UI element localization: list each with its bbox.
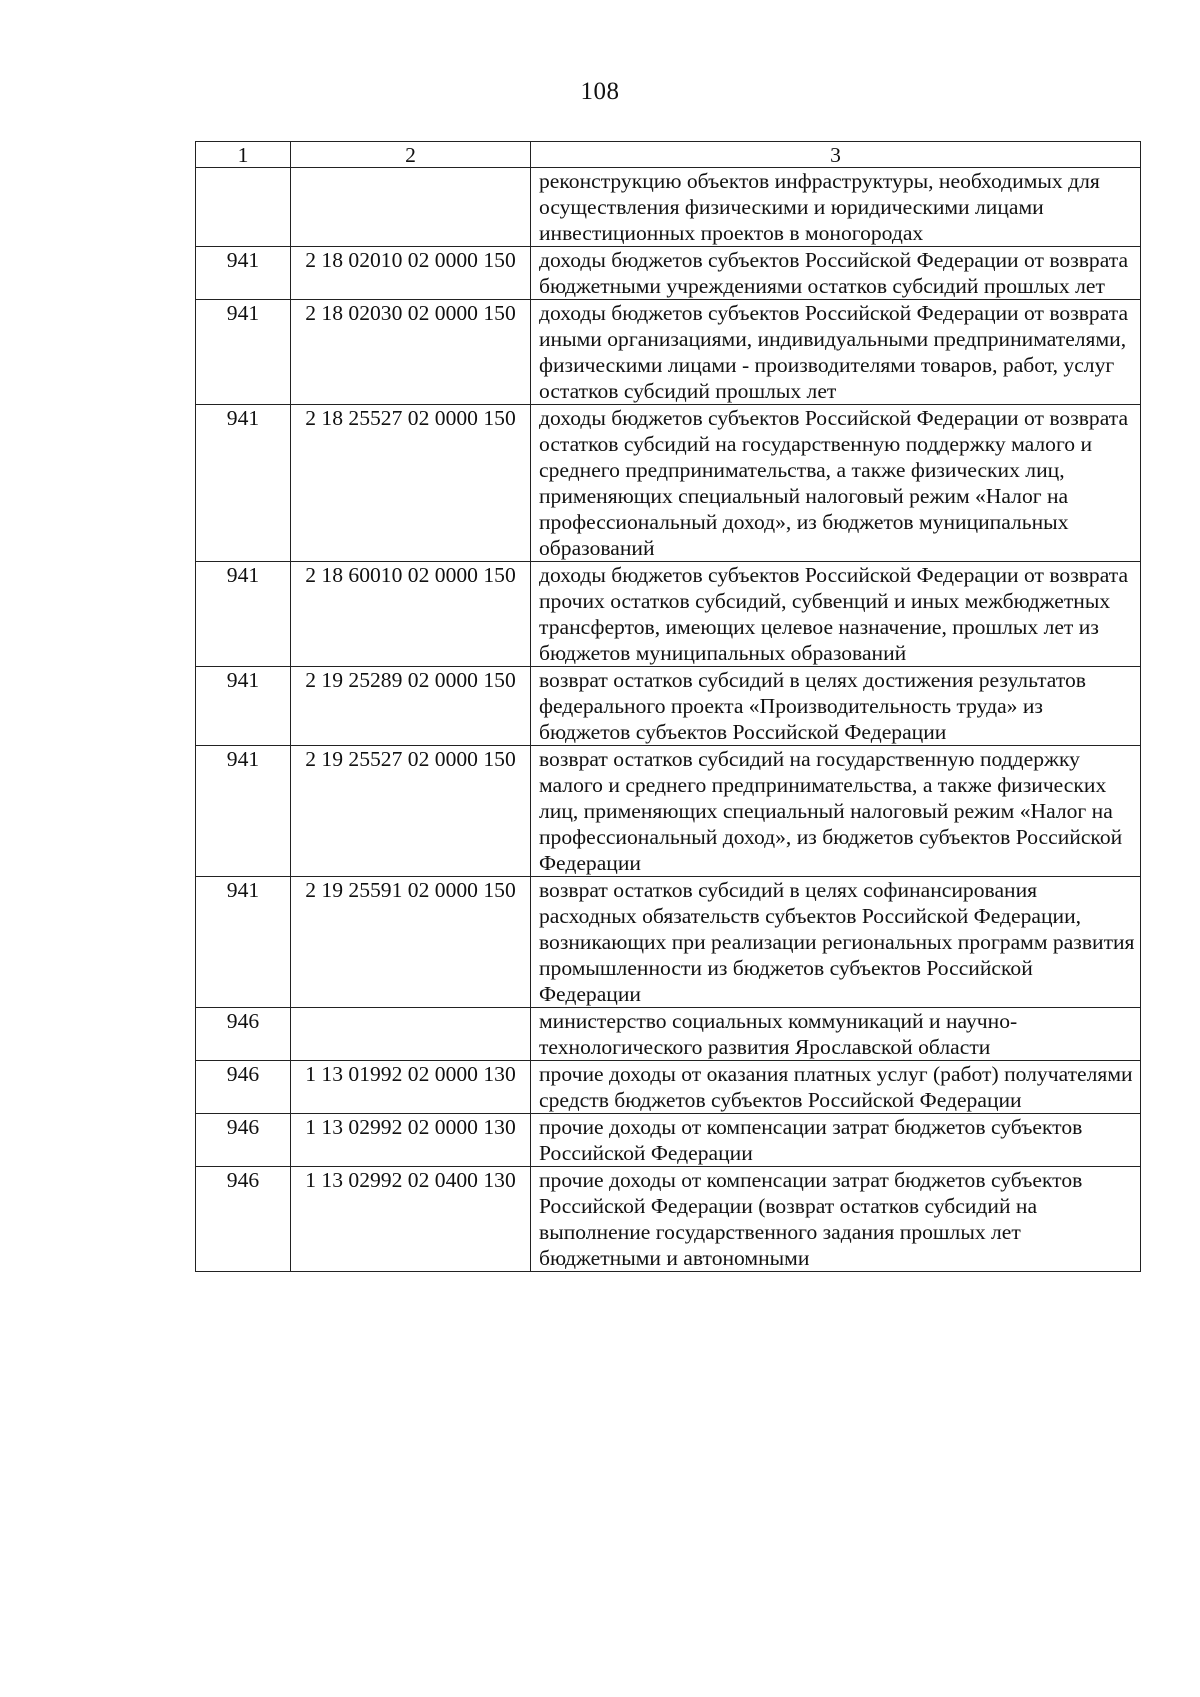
admin-code-cell: 946 xyxy=(196,1061,291,1114)
table-row xyxy=(196,300,1141,405)
table-row xyxy=(196,1061,1141,1114)
budget-code-cell xyxy=(291,168,531,247)
admin-code-cell: 941 xyxy=(196,667,291,746)
table-row xyxy=(196,1167,1141,1272)
header-col-1: 1 xyxy=(196,142,291,168)
description-cell: прочие доходы от оказания платных услуг (работ) получателями средств бюджетов субъектов Российской Федерации xyxy=(531,1061,1141,1114)
admin-code-cell: 941 xyxy=(196,877,291,1008)
page-number: 108 xyxy=(580,78,620,105)
admin-code-cell: 941 xyxy=(196,247,291,300)
description-cell: прочие доходы от компенсации затрат бюджетов субъектов Российской Федерации xyxy=(531,1114,1141,1167)
budget-code-cell xyxy=(291,1008,531,1061)
header-col-2: 2 xyxy=(291,142,531,168)
table-row xyxy=(196,562,1141,667)
description-cell: доходы бюджетов субъектов Российской Федерации от возврата прочих остатков субсидий, субвенций и иных межбюджетных трансфертов, имеющих целевое назначение, прошлых лет из бюджетов муниципальных образований xyxy=(531,562,1141,667)
table-row xyxy=(196,1008,1141,1061)
budget-code-cell: 2 19 25591 02 0000 150 xyxy=(291,877,531,1008)
table-row xyxy=(196,405,1141,562)
table-row xyxy=(196,168,1141,247)
description-cell: министерство социальных коммуникаций и научно-технологического развития Ярославской области xyxy=(531,1008,1141,1061)
table-row xyxy=(196,667,1141,746)
budget-code-cell: 2 19 25289 02 0000 150 xyxy=(291,667,531,746)
admin-code-cell xyxy=(196,168,291,247)
budget-code-cell: 1 13 01992 02 0000 130 xyxy=(291,1061,531,1114)
budget-code-cell: 2 18 60010 02 0000 150 xyxy=(291,562,531,667)
description-cell: доходы бюджетов субъектов Российской Федерации от возврата бюджетными учреждениями остатков субсидий прошлых лет xyxy=(531,247,1141,300)
description-cell: прочие доходы от компенсации затрат бюджетов субъектов Российской Федерации (возврат остатков субсидий на выполнение государственного задания прошлых лет бюджетными и автономными xyxy=(531,1167,1141,1272)
budget-code-cell: 2 18 25527 02 0000 150 xyxy=(291,405,531,562)
table-row xyxy=(196,746,1141,877)
budget-code-cell: 1 13 02992 02 0400 130 xyxy=(291,1167,531,1272)
budget-code-cell: 1 13 02992 02 0000 130 xyxy=(291,1114,531,1167)
admin-code-cell: 946 xyxy=(196,1008,291,1061)
budget-code-cell: 2 18 02030 02 0000 150 xyxy=(291,300,531,405)
admin-code-cell: 941 xyxy=(196,300,291,405)
budget-codes-table xyxy=(195,141,1141,1272)
description-cell: возврат остатков субсидий в целях софинансирования расходных обязательств субъектов Российской Федерации, возникающих при реализации региональных программ развития промышленности из бюджетов субъектов Российской Федерации xyxy=(531,877,1141,1008)
budget-code-cell: 2 18 02010 02 0000 150 xyxy=(291,247,531,300)
description-cell: возврат остатков субсидий в целях достижения результатов федерального проекта «Производительность труда» из бюджетов субъектов Российской Федерации xyxy=(531,667,1141,746)
admin-code-cell: 941 xyxy=(196,562,291,667)
admin-code-cell: 946 xyxy=(196,1114,291,1167)
admin-code-cell: 941 xyxy=(196,746,291,877)
description-cell: реконструкцию объектов инфраструктуры, необходимых для осуществления физическими и юридическими лицами инвестиционных проектов в моногородах xyxy=(531,168,1141,247)
table-row xyxy=(196,877,1141,1008)
table-row xyxy=(196,1114,1141,1167)
admin-code-cell: 941 xyxy=(196,405,291,562)
table-header-row xyxy=(196,142,1141,168)
header-col-3: 3 xyxy=(531,142,1141,168)
description-cell: возврат остатков субсидий на государственную поддержку малого и среднего предпринимательства, а также физических лиц, применяющих специальный налоговый режим «Налог на профессиональный доход», из бюджетов субъектов Российской Федерации xyxy=(531,746,1141,877)
budget-code-cell: 2 19 25527 02 0000 150 xyxy=(291,746,531,877)
table-row xyxy=(196,247,1141,300)
admin-code-cell: 946 xyxy=(196,1167,291,1272)
description-cell: доходы бюджетов субъектов Российской Федерации от возврата иными организациями, индивидуальными предпринимателями, физическими лицами - производителями товаров, работ, услуг остатков субсидий прошлых лет xyxy=(531,300,1141,405)
description-cell: доходы бюджетов субъектов Российской Федерации от возврата остатков субсидий на государственную поддержку малого и среднего предпринимательства, а также физических лиц, применяющих специальный налоговый режим «Налог на профессиональный доход», из бюджетов муниципальных образований xyxy=(531,405,1141,562)
